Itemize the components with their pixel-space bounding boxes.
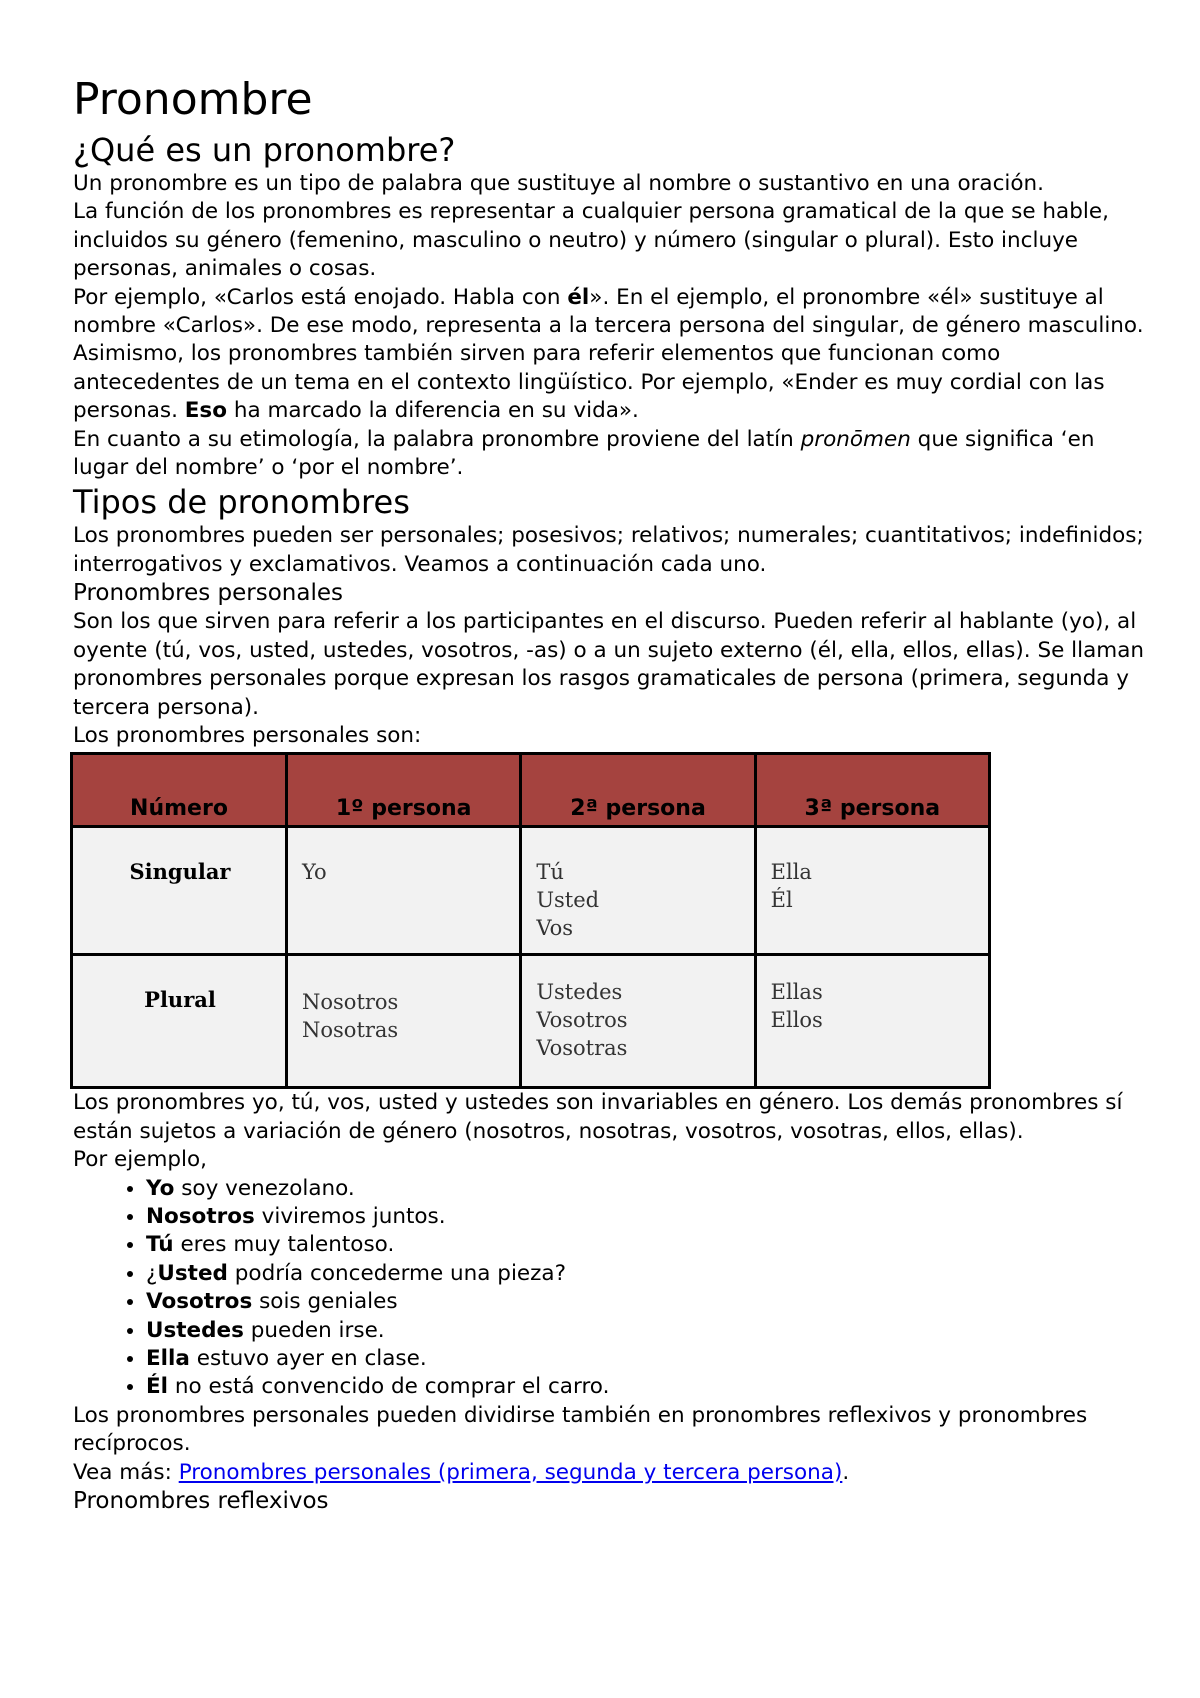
table-row [72, 955, 990, 1088]
heading-que-es: ¿Qué es un pronombre? [73, 131, 456, 169]
heading-personales: Pronombres personales [73, 580, 343, 607]
heading-tipos: Tipos de pronombres [73, 483, 410, 522]
see-more-line: Vea más: Pronombres personales (primera, segunda y tercera persona). [73, 1459, 850, 1485]
list-item: • Tú eres muy talentoso. [146, 1231, 1148, 1259]
paragraph: Los pronombres personales son: [73, 722, 422, 748]
examples-list [73, 1175, 1148, 1402]
bold-text: Eso [184, 398, 228, 424]
list-item: • ¿Usted podría concederme una pieza? [146, 1260, 1148, 1288]
table-cell: Ella Él [755, 827, 989, 955]
paragraph: Por ejemplo, «Carlos está enojado. Habla con él». En el ejemplo, el pronombre «él» sustituye al nombre «Carlos». De ese modo, representa a la tercera persona del singular, de género masculino. [73, 284, 1144, 339]
paragraph: Son los que sirven para referir a los participantes en el discurso. Pueden referir al hablante (yo), al oyente (tú, vos, usted, ustedes, vosotros, -as) o a un sujeto externo (él, ella, ellos, ellas). Se llaman pronombres personales porque expresan los rasgos gramaticales de persona (primera, segunda y tercera persona). [73, 609, 1145, 720]
list-item: • Ella estuvo ayer en clase. [146, 1345, 1148, 1373]
bold-text: él [567, 284, 590, 310]
list-item: • Vosotros sois geniales [146, 1288, 1148, 1316]
paragraph: Por ejemplo, [73, 1147, 208, 1173]
table-header-row [72, 754, 990, 827]
page-title: Pronombre [73, 74, 313, 125]
list-item: • Ustedes pueden irse. [146, 1317, 1148, 1345]
see-more-link[interactable]: Pronombres personales (primera, segunda y tercera persona) [178, 1459, 843, 1485]
personal-pronouns-table [70, 752, 991, 1089]
table-header-cell: 2ª persona [521, 754, 755, 827]
document-body [73, 70, 1148, 1516]
table-cell: Ellas Ellos [755, 955, 989, 1088]
list-item: • Él no está convencido de comprar el carro. [146, 1373, 1148, 1401]
table-header-cell: Número [72, 754, 287, 827]
table-cell: Nosotros Nosotras [287, 955, 521, 1088]
paragraph: La función de los pronombres es representar a cualquier persona gramatical de la que se hable, incluidos su género (femenino, masculino o neutro) y número (singular o plural). Esto incluye personas, animales o cosas. [73, 199, 1109, 282]
paragraph: Los pronombres pueden ser personales; posesivos; relativos; numerales; cuantitativos; indefinidos; interrogativos y exclamativos. Veamos a continuación cada uno. [73, 523, 1144, 577]
list-item: • Nosotros viviremos juntos. [146, 1203, 1148, 1231]
table-row-label: Plural [72, 955, 287, 1088]
paragraph: Asimismo, los pronombres también sirven para referir elementos que funcionan como antecedentes de un tema en el contexto lingüístico. Por ejemplo, «Ender es muy cordial con las personas. Eso ha marcado la diferencia en su vida». [73, 341, 1105, 424]
paragraph: Los pronombres personales pueden dividirse también en pronombres reflexivos y pronombres recíprocos. [73, 1402, 1088, 1457]
paragraph: Los pronombres yo, tú, vos, usted y ustedes son invariables en género. Los demás pronombres sí están sujetos a variación de género (nosotros, nosotras, vosotros, vosotras, ellos, ellas). [73, 1090, 1123, 1144]
table-cell: Ustedes Vosotros Vosotras [521, 955, 755, 1088]
table-row [72, 827, 990, 955]
table-header-cell: 3ª persona [755, 754, 989, 827]
table-header-cell: 1º persona [287, 754, 521, 827]
table-cell: Tú Usted Vos [521, 827, 755, 955]
heading-reflexivos: Pronombres reflexivos [73, 1488, 329, 1514]
table-row-label: Singular [72, 827, 287, 955]
paragraph: En cuanto a su etimología, la palabra pronombre proviene del latín pronōmen que significa ‘en lugar del nombre’ o ‘por el nombre’. [73, 426, 1095, 481]
table-cell: Yo [287, 827, 521, 955]
paragraph: Un pronombre es un tipo de palabra que sustituye al nombre o sustantivo en una oración. [73, 171, 1045, 196]
italic-text: pronōmen [800, 426, 911, 452]
list-item: • Yo soy venezolano. [146, 1175, 1148, 1203]
